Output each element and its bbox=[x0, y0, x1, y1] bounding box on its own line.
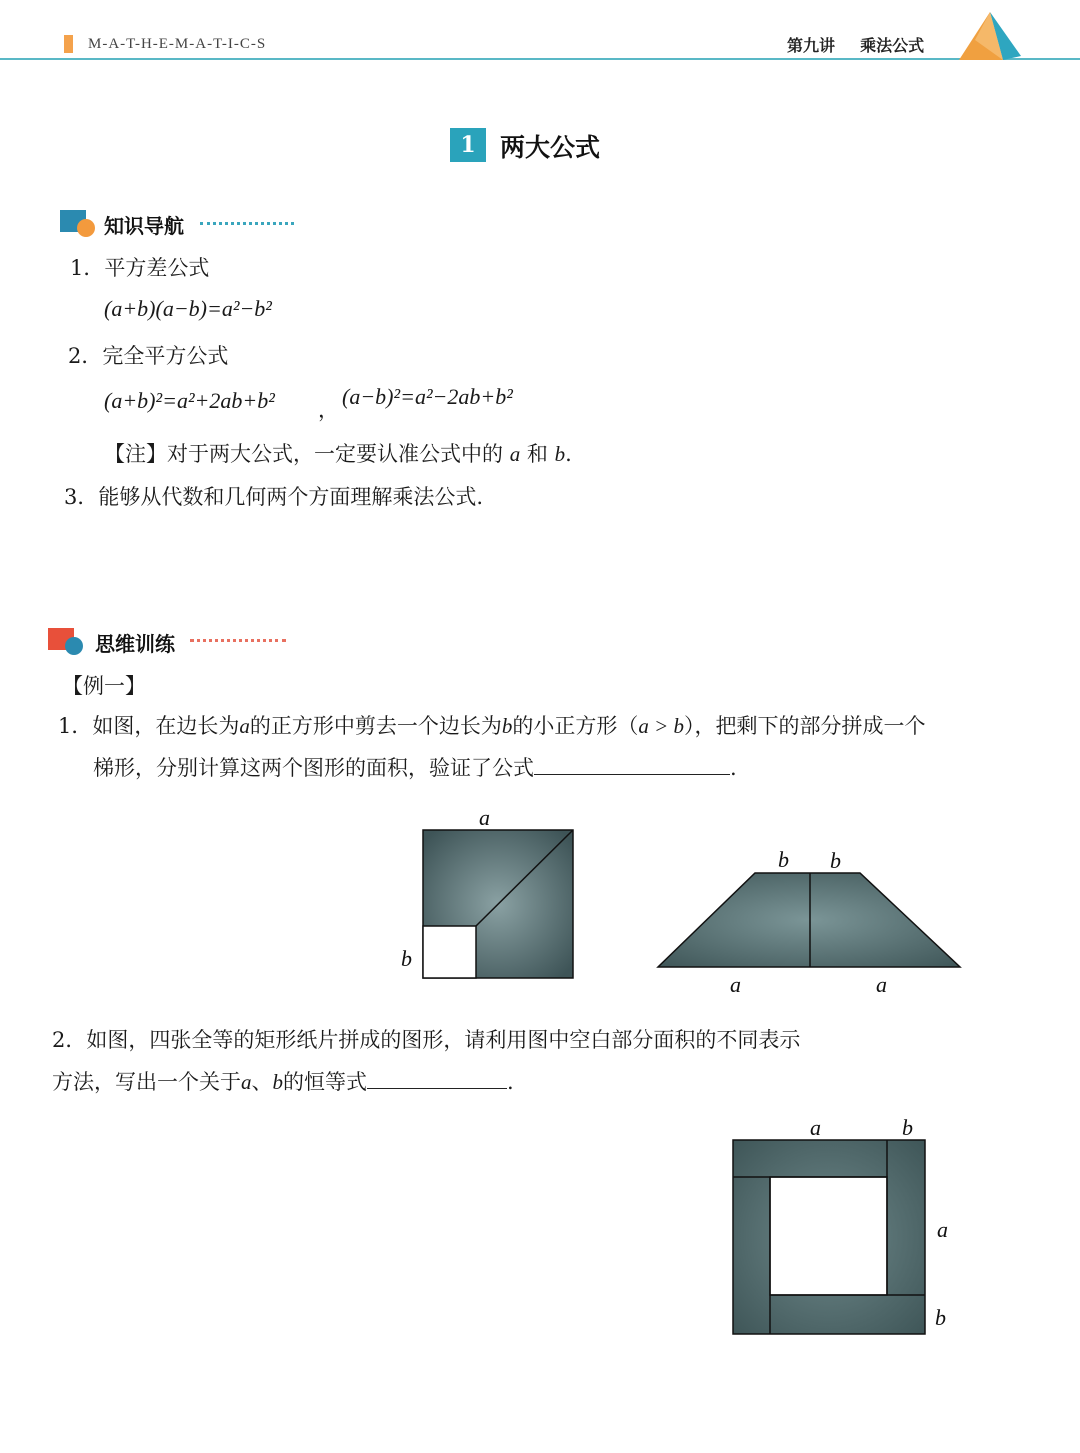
question-1-line-1 bbox=[58, 710, 926, 740]
section-number-badge bbox=[450, 128, 486, 162]
q1-var-a: a bbox=[239, 714, 250, 738]
fig1-label-left: b bbox=[401, 946, 412, 971]
knowledge-note bbox=[104, 438, 572, 468]
formula-perfect-square-sum: (a+b)²=a²+2ab+b² bbox=[104, 388, 275, 413]
note-and: 和 bbox=[526, 442, 548, 466]
formula-separator: ， bbox=[318, 398, 339, 422]
knowledge-heading-dots bbox=[200, 222, 294, 225]
knowledge-heading: 知识导航 bbox=[104, 214, 184, 238]
formula-perfect-square-diff: (a−b)²=a²−2ab+b² bbox=[342, 384, 513, 409]
fig3-label-right-a: a bbox=[937, 1217, 948, 1242]
q1-text-3: 的小正方形（ bbox=[512, 714, 639, 738]
q1-text-2: 的正方形中剪去一个边长为 bbox=[249, 714, 502, 738]
q2-end: . bbox=[507, 1070, 514, 1094]
header-accent-bar bbox=[64, 35, 73, 53]
fig1-small-square bbox=[423, 926, 476, 978]
training-heading-dots bbox=[190, 639, 286, 642]
fig2-label-top-left: b bbox=[778, 847, 789, 872]
header-lecture-title: 乘法公式 bbox=[860, 36, 925, 55]
question-2-line-2 bbox=[52, 1066, 514, 1096]
q2-answer-blank[interactable] bbox=[367, 1070, 507, 1089]
q2-text-1: 方法，写出一个关于 bbox=[52, 1070, 241, 1094]
q1-text-1: 如图，在边长为 bbox=[92, 714, 240, 738]
section-number: 1 bbox=[460, 132, 476, 158]
q1-text-4: ），把剩下的部分拼成一个 bbox=[684, 714, 926, 738]
fig2-label-top-right: b bbox=[830, 848, 841, 873]
header-pyramid-icon bbox=[955, 10, 1025, 62]
section-title: 两大公式 bbox=[500, 133, 601, 162]
q1-answer-blank[interactable] bbox=[534, 756, 730, 775]
question-1-line-2 bbox=[93, 752, 737, 782]
knowledge-item-1: 1．平方差公式 bbox=[70, 256, 210, 280]
knowledge-item-3: 3．能够从代数和几何两个方面理解乘法公式. bbox=[64, 485, 484, 509]
fig3-label-right-b: b bbox=[935, 1305, 946, 1330]
q2-text-2: 的恒等式 bbox=[283, 1070, 367, 1094]
q1-end: . bbox=[730, 756, 737, 780]
figure-square bbox=[395, 800, 585, 990]
fig3-label-top-a: a bbox=[810, 1115, 821, 1140]
example-label: 【例一】 bbox=[62, 674, 146, 698]
header-lecture-number: 第九讲 bbox=[787, 36, 836, 55]
figure-four-rectangles bbox=[725, 1115, 965, 1345]
fig3-inner-blank bbox=[770, 1177, 887, 1295]
note-prefix: 【注】对于两大公式，一定要认准公式中的 bbox=[104, 442, 503, 466]
fig2-label-bottom-left: a bbox=[730, 972, 741, 997]
q1-condition: a > b bbox=[638, 714, 685, 738]
fig2-trapezoid bbox=[658, 873, 960, 967]
knowledge-item-2: 2．完全平方公式 bbox=[68, 344, 229, 368]
training-heading: 思维训练 bbox=[95, 632, 175, 656]
question-2-line-1: 2．如图，四张全等的矩形纸片拼成的图形，请利用图中空白部分面积的不同表示 bbox=[52, 1028, 801, 1052]
q1-var-b: b bbox=[501, 714, 513, 738]
q1-number: 1． bbox=[58, 714, 93, 738]
figure-trapezoid bbox=[650, 840, 970, 1000]
header-lecture bbox=[787, 33, 924, 56]
header-rule bbox=[0, 58, 1080, 60]
formula-difference-of-squares: (a+b)(a−b)=a²−b² bbox=[104, 296, 272, 321]
q2-sep: 、 bbox=[251, 1070, 273, 1094]
q2-var-b: b bbox=[272, 1070, 283, 1094]
fig1-label-top: a bbox=[479, 805, 490, 830]
q1-line2-text: 梯形，分别计算这两个图形的面积，验证了公式 bbox=[93, 756, 534, 780]
note-end: . bbox=[565, 442, 572, 466]
knowledge-heading-icon bbox=[60, 208, 96, 238]
q2-var-a: a bbox=[241, 1070, 252, 1094]
header-brand: M-A-T-H-E-M-A-T-I-C-S bbox=[88, 36, 267, 52]
note-var-a: a bbox=[509, 442, 521, 466]
fig3-label-top-b: b bbox=[902, 1115, 913, 1140]
note-var-b: b bbox=[554, 442, 566, 466]
training-heading-icon bbox=[48, 626, 84, 656]
fig2-label-bottom-right: a bbox=[876, 972, 887, 997]
